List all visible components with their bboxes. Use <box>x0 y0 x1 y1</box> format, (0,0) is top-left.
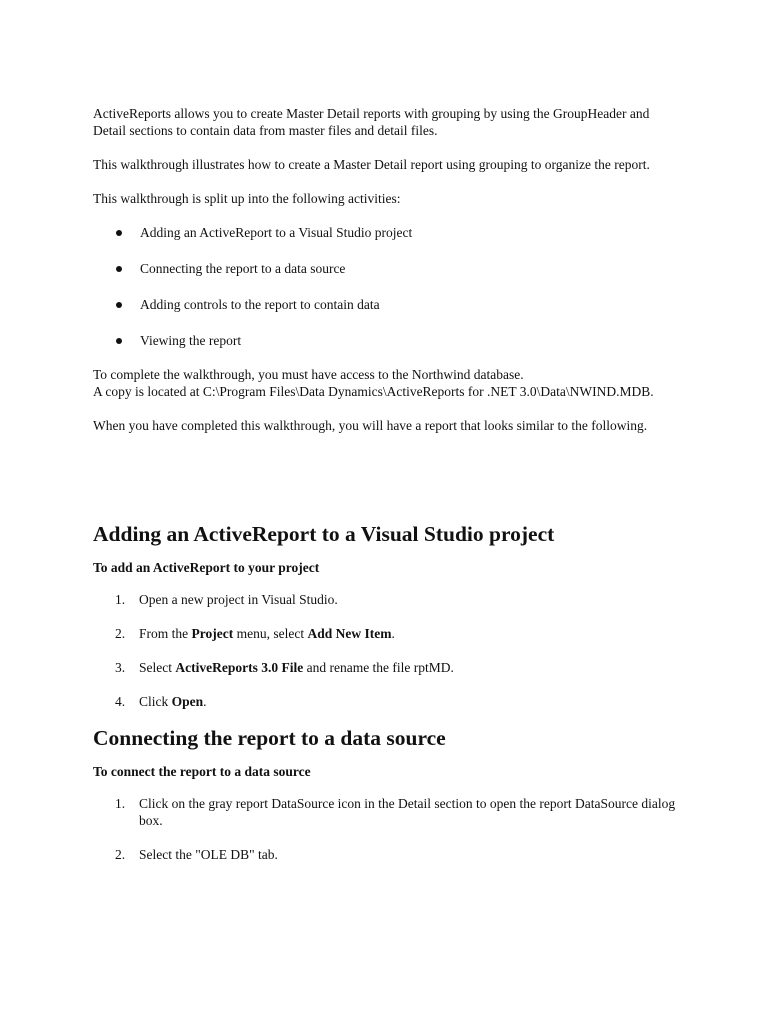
step-item <box>93 625 683 642</box>
section-heading-connect-data: Connecting the report to a data source <box>93 726 446 750</box>
intro-paragraph-2: This walkthrough illustrates how to create a Master Detail report using grouping to organize the report. <box>93 157 650 172</box>
bullet-icon <box>116 338 122 344</box>
step-item <box>93 846 683 863</box>
step-text-pre: From the <box>139 626 192 641</box>
bullet-icon <box>116 302 122 308</box>
step-number: 1. <box>115 796 126 811</box>
list-item <box>93 296 683 313</box>
step-item <box>93 693 683 710</box>
step-text-pre: Select <box>139 660 176 675</box>
bullet-icon <box>116 230 122 236</box>
bullet-icon <box>116 266 122 272</box>
subheading-add-report: To add an ActiveReport to your project <box>93 560 320 575</box>
menu-item-name: Add New Item <box>307 626 392 641</box>
step-text: Open a new project in Visual Studio. <box>139 592 338 607</box>
figure-placeholder <box>93 451 683 521</box>
step-text-mid: . <box>203 694 207 709</box>
step-number: 2. <box>115 847 126 862</box>
step-item <box>93 591 683 608</box>
connect-data-steps <box>93 795 683 863</box>
button-name: Open <box>171 694 204 709</box>
step-number: 2. <box>115 626 126 641</box>
completion-paragraph: When you have completed this walkthrough, you will have a report that looks similar to the following. <box>93 418 648 433</box>
step-number: 3. <box>115 660 126 675</box>
step-text: Select the "OLE DB" tab. <box>139 847 278 862</box>
file-type-name: ActiveReports 3.0 File <box>175 660 304 675</box>
section-heading-add-report: Adding an ActiveReport to a Visual Studio project <box>93 522 555 546</box>
step-item <box>93 659 683 676</box>
document-page <box>93 105 683 880</box>
access-line-2: A copy is located at C:\Program Files\Data Dynamics\ActiveReports for .NET 3.0\Data\NWIND.MDB. <box>93 384 654 399</box>
intro-paragraph-1: ActiveReports allows you to create Master Detail reports with grouping by using the GroupHeader and Detail sections to contain data from master files and detail files. <box>93 106 650 138</box>
add-report-steps <box>93 591 683 710</box>
list-item <box>93 224 683 241</box>
step-text-post: . <box>391 626 395 641</box>
step-text-pre: Click <box>139 694 172 709</box>
activities-list <box>93 224 683 349</box>
step-text-mid: and rename the file rptMD. <box>303 660 454 675</box>
list-item-text: Viewing the report <box>140 333 242 348</box>
subheading-connect-data: To connect the report to a data source <box>93 764 311 779</box>
menu-name: Project <box>191 626 234 641</box>
step-number: 4. <box>115 694 126 709</box>
list-item <box>93 260 683 277</box>
list-item-text: Adding an ActiveReport to a Visual Studio project <box>140 225 413 240</box>
list-item-text: Adding controls to the report to contain data <box>140 297 380 312</box>
access-line-1: To complete the walkthrough, you must have access to the Northwind database. <box>93 367 524 382</box>
step-text-mid: menu, select <box>233 626 308 641</box>
step-number: 1. <box>115 592 126 607</box>
list-item <box>93 332 683 349</box>
step-item <box>93 795 683 829</box>
intro-paragraph-3: This walkthrough is split up into the following activities: <box>93 191 401 206</box>
step-text: Click on the gray report DataSource icon in the Detail section to open the report DataSource dialog box. <box>139 796 676 828</box>
list-item-text: Connecting the report to a data source <box>140 261 346 276</box>
